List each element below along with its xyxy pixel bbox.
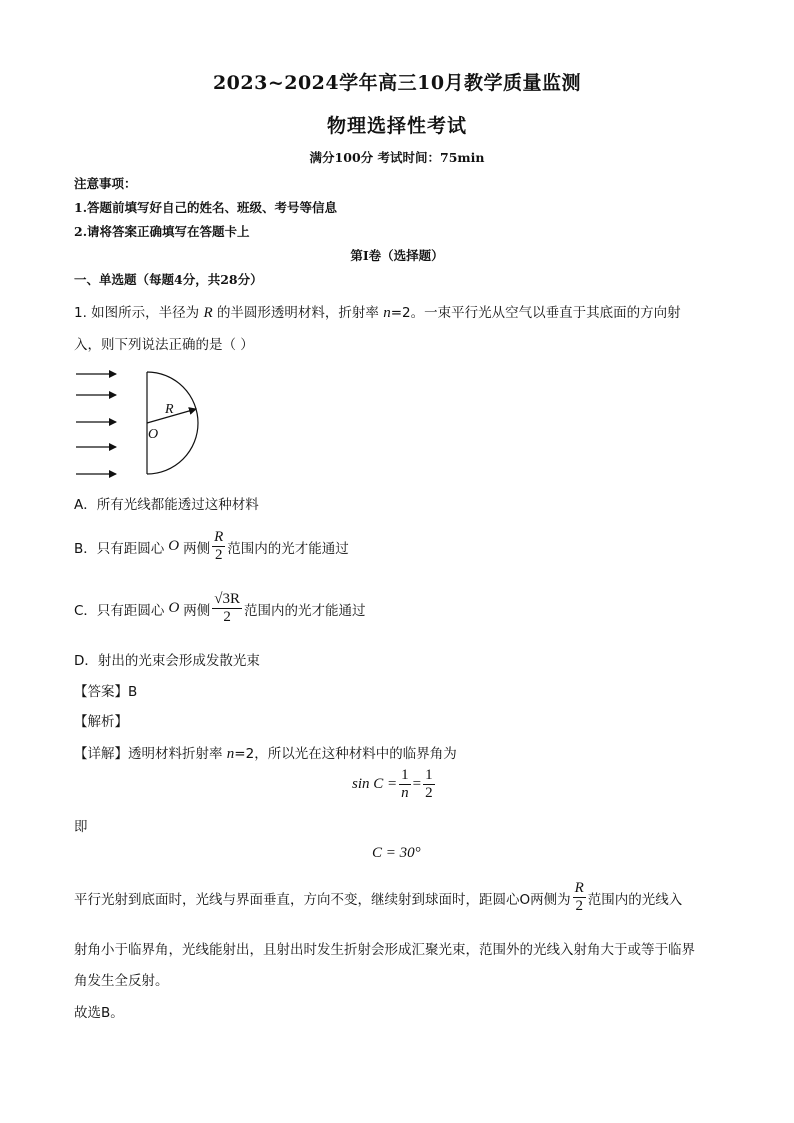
exam-title: 2023~2024学年高三10月教学质量监测 xyxy=(212,72,582,94)
ji-label: 即 xyxy=(74,819,88,835)
explanation-fraction: $\frac{R}{2}$ xyxy=(574,880,584,914)
semicircle-arc xyxy=(147,372,198,474)
question-line-1 xyxy=(74,301,681,322)
detail-var-n: n xyxy=(226,746,235,762)
analysis-label: 【解析】 xyxy=(74,714,128,730)
option-b-text-pre: B．只有距圆心 xyxy=(74,540,165,557)
option-b-fraction: $\frac{R}{2}$ xyxy=(214,529,224,563)
equation-fraction-2: $\frac{1}{2}$ xyxy=(425,767,433,801)
detail-text-post: =2，所以光在这种材料中的临界角为 xyxy=(234,746,457,762)
explanation-line-2: 射角小于临界角，光线能射出，且射出时发生折射会形成汇聚光束，范围外的光线入射角大于或等于临界 xyxy=(74,942,695,958)
equation-sin-c xyxy=(352,767,437,802)
question-line-2: 入，则下列说法正确的是（ ） xyxy=(74,337,254,353)
part-heading: 一、单选题（每题4分，共28分） xyxy=(74,272,263,287)
exam-meta: 满分100分 考试时间：75min xyxy=(309,150,485,165)
option-d: D．射出的光束会形成发散光束 xyxy=(74,653,260,669)
note-item-2: 2.请将答案正确填写在答题卡上 xyxy=(74,224,250,239)
figure-label-o: O xyxy=(148,427,159,442)
option-b-text-post: 范围内的光才能通过 xyxy=(227,540,349,557)
figure-label-r: R xyxy=(165,402,174,417)
conclusion: 故选B。 xyxy=(74,1005,124,1021)
semicircle-figure xyxy=(70,362,210,480)
equation-c-30: C = 30° xyxy=(372,845,421,861)
question-text-a: 1. 如图所示，半径为 xyxy=(74,305,200,321)
subject-title: 物理选择性考试 xyxy=(326,115,467,137)
equation-left: sin C = xyxy=(352,776,398,792)
equation-fraction-1: $\frac{1}{n}$ xyxy=(401,767,409,801)
option-c-var-o: O xyxy=(168,600,180,616)
notes-heading: 注意事项： xyxy=(74,176,137,191)
option-c-text-post: 范围内的光才能通过 xyxy=(244,602,366,619)
section-title: 第Ⅰ卷（选择题） xyxy=(350,248,444,263)
option-b-var-o: O xyxy=(168,538,180,554)
explanation-text-pre: 平行光射到底面时，光线与界面垂直，方向不变，继续射到球面时，距圆心O两侧为 xyxy=(74,891,571,908)
option-c xyxy=(74,591,366,626)
var-r: R xyxy=(203,305,213,321)
explanation-line-3: 角发生全反射。 xyxy=(74,973,169,989)
equation-equals: = xyxy=(412,776,422,792)
explanation-text-post: 范围内的光线入 xyxy=(587,891,683,908)
option-c-text-mid: 两侧 xyxy=(183,602,211,619)
option-b xyxy=(74,529,349,564)
detail-line xyxy=(74,742,457,763)
detail-text-pre: 【详解】透明材料折射率 xyxy=(74,746,223,762)
option-c-text-pre: C．只有距圆心 xyxy=(74,602,165,619)
explanation-line-1 xyxy=(74,880,682,915)
var-n: n xyxy=(383,305,391,321)
question-text-b: 的半圆形透明材料，折射率 xyxy=(216,305,379,321)
answer-label: 【答案】B xyxy=(74,684,138,700)
question-text-c: =2。一束平行光从空气以垂直于其底面的方向射 xyxy=(390,305,681,321)
note-item-1: 1.答题前填写好自己的姓名、班级、考号等信息 xyxy=(74,200,338,215)
option-b-text-mid: 两侧 xyxy=(183,540,211,557)
option-c-fraction: $\frac{√3R}{2}$ xyxy=(214,591,241,625)
option-a: A．所有光线都能透过这种材料 xyxy=(74,497,259,513)
